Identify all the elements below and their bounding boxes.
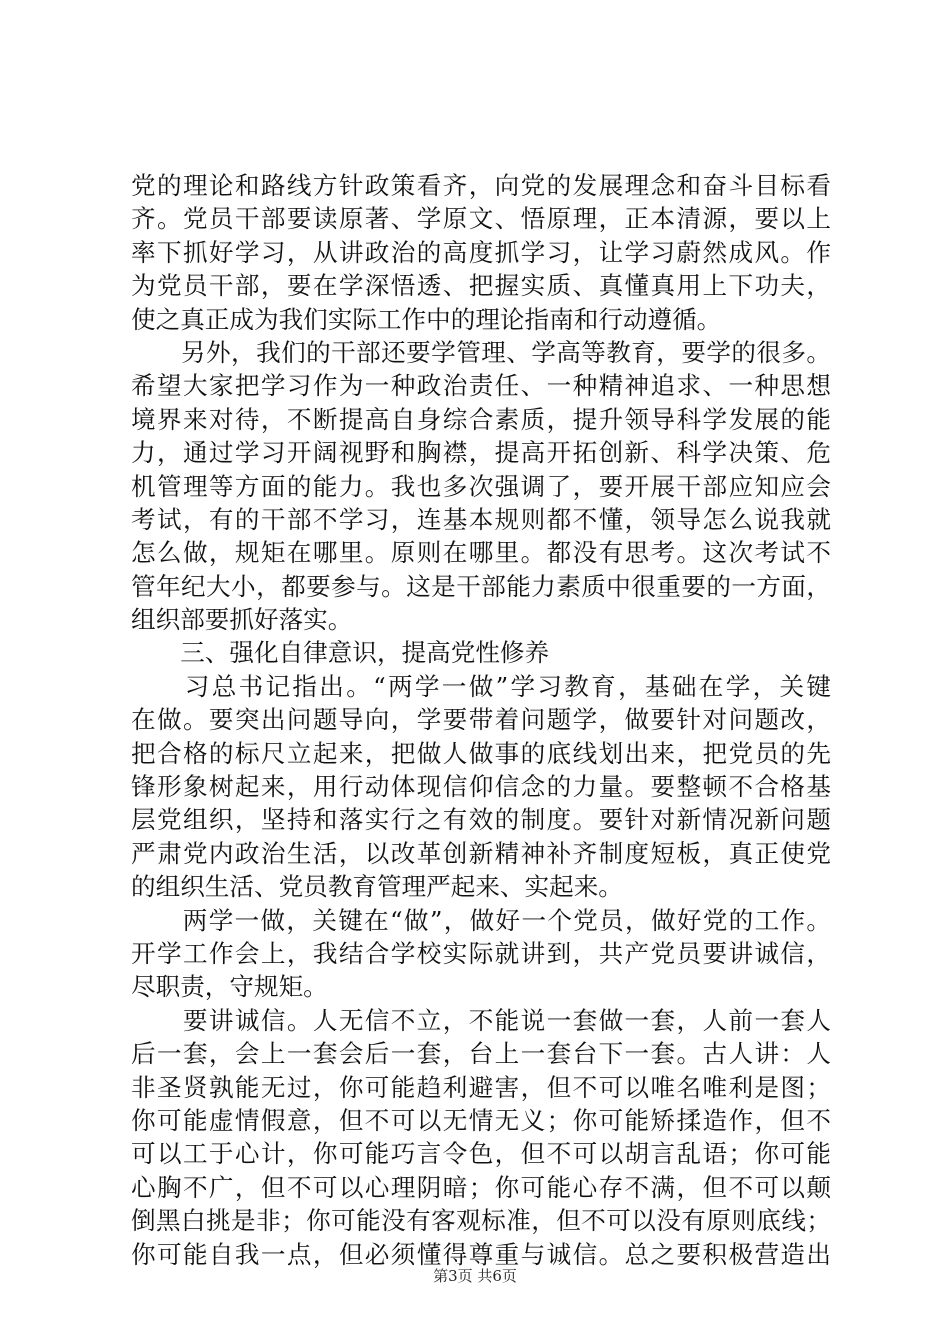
text-line: 齐。党员干部要读原著、学原文、悟原理，正本清源，要以上	[131, 204, 831, 234]
body-text	[131, 169, 831, 1271]
text-line: 非圣贤孰能无过，你可能趋利避害，但不可以唯名唯利是图；	[131, 1072, 831, 1102]
text-line: 层党组织，坚持和落实行之有效的制度。要针对新情况新问题	[131, 805, 831, 835]
text-line: 的组织生活、党员教育管理严起来、实起来。	[131, 872, 623, 902]
text-line: 尽职责，守规矩。	[131, 972, 328, 1002]
text-line: 使之真正成为我们实际工作中的理论指南和行动遵循。	[131, 304, 722, 334]
text-line: 为党员干部，要在学深悟透、把握实质、真懂真用上下功夫，	[131, 271, 831, 301]
text-line: 把合格的标尺立起来，把做人做事的底线划出来，把党员的先	[131, 738, 831, 768]
text-line: 你可能虚情假意，但不可以无情无义；你可能矫揉造作，但不	[131, 1105, 831, 1135]
text-line: 习总书记指出。“两学一做”学习教育，基础在学，关键	[131, 671, 831, 701]
text-line: 三、强化自律意识，提高党性修养	[131, 638, 550, 668]
text-line: 锋形象树起来，用行动体现信仰信念的力量。要整顿不合格基	[131, 772, 831, 802]
text-line: 倒黑白挑是非；你可能没有客观标准，但不可以没有原则底线；	[131, 1206, 831, 1236]
text-line: 考试，有的干部不学习，连基本规则都不懂，领导怎么说我就	[131, 504, 831, 534]
text-line: 你可能自我一点，但必须懂得尊重与诚信。总之要积极营造出	[131, 1239, 831, 1269]
text-line: 力，通过学习开阔视野和胸襟，提高开拓创新、科学决策、危	[131, 438, 831, 468]
text-line: 率下抓好学习，从讲政治的高度抓学习，让学习蔚然成风。作	[131, 237, 831, 267]
text-line: 机管理等方面的能力。我也多次强调了，要开展干部应知应会	[131, 471, 831, 501]
text-line: 管年纪大小，都要参与。这是干部能力素质中很重要的一方面，	[131, 571, 831, 601]
text-line: 后一套，会上一套会后一套，台上一套台下一套。古人讲：人	[131, 1039, 831, 1069]
text-line: 在做。要突出问题导向，学要带着问题学，做要针对问题改，	[131, 705, 831, 735]
page-footer: 第3页 共6页	[433, 1267, 517, 1285]
text-line: 境界来对待，不断提高自身综合素质，提升领导科学发展的能	[131, 404, 831, 434]
text-line: 心胸不广，但不可以心理阴暗；你可能心存不满，但不可以颠	[131, 1172, 831, 1202]
text-line: 党的理论和路线方针政策看齐，向党的发展理念和奋斗目标看	[131, 171, 831, 200]
text-line: 怎么做，规矩在哪里。原则在哪里。都没有思考。这次考试不	[131, 538, 831, 568]
text-line: 希望大家把学习作为一种政治责任、一种精神追求、一种思想	[131, 371, 831, 401]
text-line: 组织部要抓好落实。	[131, 605, 353, 635]
text-line: 开学工作会上，我结合学校实际就讲到，共产党员要讲诚信，	[131, 938, 831, 968]
text-line: 可以工于心计，你可能巧言令色，但不可以胡言乱语；你可能	[131, 1139, 831, 1169]
text-line: 要讲诚信。人无信不立，不能说一套做一套，人前一套人	[131, 1005, 831, 1035]
text-line: 严肃党内政治生活，以改革创新精神补齐制度短板，真正使党	[131, 838, 831, 868]
text-line: 两学一做，关键在“做”，做好一个党员，做好党的工作。	[131, 905, 831, 935]
text-line: 另外，我们的干部还要学管理、学高等教育，要学的很多。	[131, 337, 831, 367]
